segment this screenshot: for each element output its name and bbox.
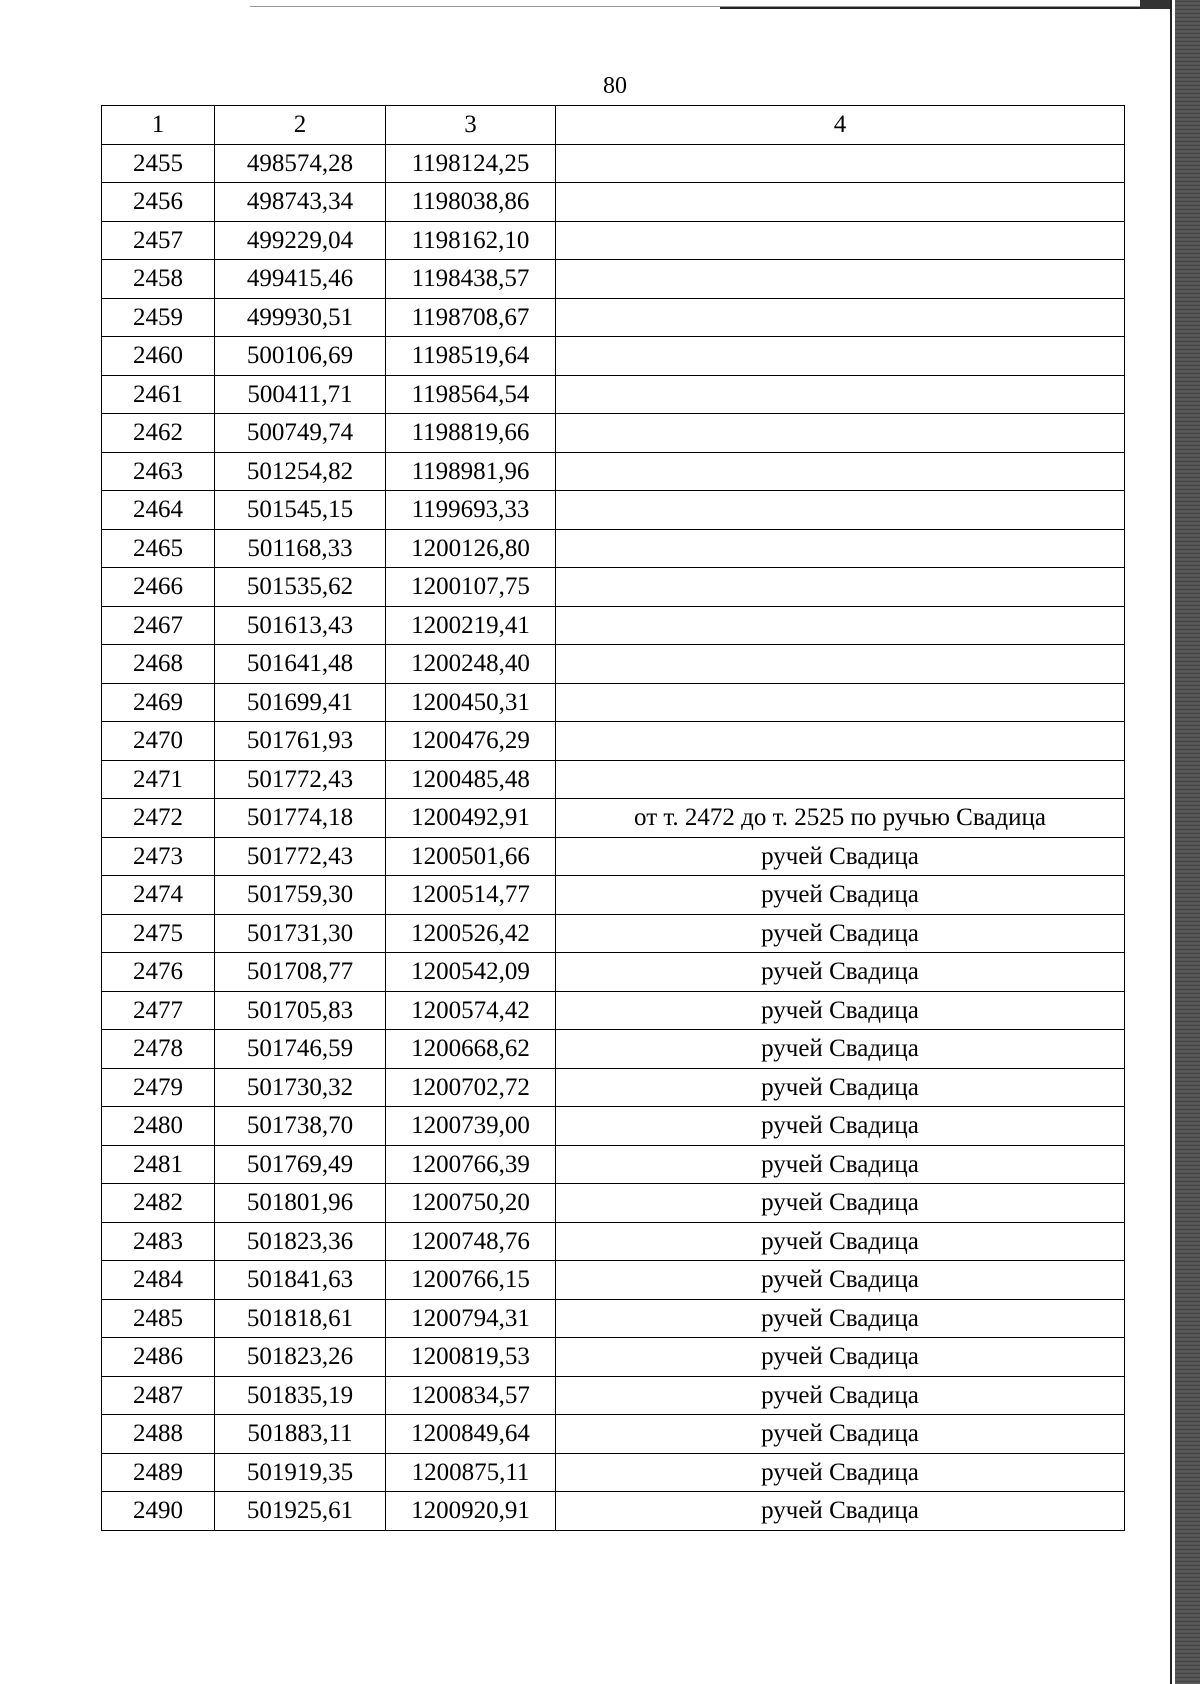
description-cell: ручей Свадица <box>556 991 1125 1030</box>
coordinate-x-cell: 498574,28 <box>215 144 386 183</box>
point-number-cell: 2469 <box>102 683 215 722</box>
coordinates-table <box>101 105 1125 1531</box>
table-row <box>102 606 1125 645</box>
coordinate-x-cell: 501746,59 <box>215 1030 386 1069</box>
description-cell: ручей Свадица <box>556 1299 1125 1338</box>
point-number-cell: 2477 <box>102 991 215 1030</box>
point-number-cell: 2458 <box>102 260 215 299</box>
coordinate-y-cell: 1200542,09 <box>386 953 556 992</box>
point-number-cell: 2457 <box>102 221 215 260</box>
point-number-cell: 2467 <box>102 606 215 645</box>
description-cell <box>556 414 1125 453</box>
table-row <box>102 683 1125 722</box>
point-number-cell: 2471 <box>102 760 215 799</box>
coordinate-x-cell: 501641,48 <box>215 645 386 684</box>
point-number-cell: 2472 <box>102 799 215 838</box>
coordinate-x-cell: 501545,15 <box>215 491 386 530</box>
table-row <box>102 452 1125 491</box>
coordinate-x-cell: 501705,83 <box>215 991 386 1030</box>
point-number-cell: 2475 <box>102 914 215 953</box>
coordinate-y-cell: 1200750,20 <box>386 1184 556 1223</box>
table-row <box>102 799 1125 838</box>
coordinate-x-cell: 501835,19 <box>215 1376 386 1415</box>
description-cell: ручей Свадица <box>556 876 1125 915</box>
point-number-cell: 2487 <box>102 1376 215 1415</box>
point-number-cell: 2468 <box>102 645 215 684</box>
point-number-cell: 2465 <box>102 529 215 568</box>
point-number-cell: 2488 <box>102 1415 215 1454</box>
table-row <box>102 722 1125 761</box>
point-number-cell: 2462 <box>102 414 215 453</box>
description-cell <box>556 645 1125 684</box>
description-cell <box>556 260 1125 299</box>
description-cell <box>556 183 1125 222</box>
description-cell: ручей Свадица <box>556 953 1125 992</box>
coordinate-y-cell: 1198162,10 <box>386 221 556 260</box>
point-number-cell: 2473 <box>102 837 215 876</box>
description-cell: ручей Свадица <box>556 1030 1125 1069</box>
table-row <box>102 414 1125 453</box>
coordinate-y-cell: 1198038,86 <box>386 183 556 222</box>
scan-page-edge-line <box>1170 0 1172 1684</box>
point-number-cell: 2466 <box>102 568 215 607</box>
coordinate-y-cell: 1198564,54 <box>386 375 556 414</box>
scan-page-edge-shadow <box>1175 0 1200 1684</box>
description-cell <box>556 529 1125 568</box>
point-number-cell: 2482 <box>102 1184 215 1223</box>
point-number-cell: 2460 <box>102 337 215 376</box>
coordinate-x-cell: 501699,41 <box>215 683 386 722</box>
table-row <box>102 953 1125 992</box>
table-row <box>102 876 1125 915</box>
coordinate-y-cell: 1198438,57 <box>386 260 556 299</box>
coordinate-y-cell: 1200492,91 <box>386 799 556 838</box>
table-row <box>102 1453 1125 1492</box>
description-cell <box>556 683 1125 722</box>
coordinate-y-cell: 1200107,75 <box>386 568 556 607</box>
coordinate-y-cell: 1198819,66 <box>386 414 556 453</box>
point-number-cell: 2480 <box>102 1107 215 1146</box>
coordinate-y-cell: 1200702,72 <box>386 1068 556 1107</box>
coordinate-x-cell: 501731,30 <box>215 914 386 953</box>
coordinate-y-cell: 1200766,15 <box>386 1261 556 1300</box>
description-cell <box>556 722 1125 761</box>
coordinate-x-cell: 501761,93 <box>215 722 386 761</box>
description-cell <box>556 221 1125 260</box>
table-row <box>102 1492 1125 1531</box>
table-row <box>102 1376 1125 1415</box>
description-cell <box>556 760 1125 799</box>
coordinate-x-cell: 501168,33 <box>215 529 386 568</box>
table-row <box>102 645 1125 684</box>
coordinate-x-cell: 501738,70 <box>215 1107 386 1146</box>
coordinate-x-cell: 501801,96 <box>215 1184 386 1223</box>
coordinate-x-cell: 501774,18 <box>215 799 386 838</box>
point-number-cell: 2489 <box>102 1453 215 1492</box>
coordinate-y-cell: 1198981,96 <box>386 452 556 491</box>
coordinate-y-cell: 1200849,64 <box>386 1415 556 1454</box>
coordinate-y-cell: 1200574,42 <box>386 991 556 1030</box>
coordinate-x-cell: 501772,43 <box>215 760 386 799</box>
coordinate-x-cell: 499415,46 <box>215 260 386 299</box>
coordinate-x-cell: 500749,74 <box>215 414 386 453</box>
table-row <box>102 1145 1125 1184</box>
table-row <box>102 260 1125 299</box>
description-cell <box>556 337 1125 376</box>
table-row <box>102 183 1125 222</box>
coordinate-x-cell: 501772,43 <box>215 837 386 876</box>
description-cell <box>556 606 1125 645</box>
coordinate-y-cell: 1200501,66 <box>386 837 556 876</box>
point-number-cell: 2478 <box>102 1030 215 1069</box>
description-cell: ручей Свадица <box>556 1453 1125 1492</box>
description-cell: ручей Свадица <box>556 1338 1125 1377</box>
coordinate-x-cell: 501823,36 <box>215 1222 386 1261</box>
description-cell: ручей Свадица <box>556 1107 1125 1146</box>
column-header-1: 1 <box>102 106 215 145</box>
description-cell: ручей Свадица <box>556 1261 1125 1300</box>
table-row <box>102 837 1125 876</box>
description-cell <box>556 375 1125 414</box>
coordinate-y-cell: 1198124,25 <box>386 144 556 183</box>
column-header-2: 2 <box>215 106 386 145</box>
coordinate-y-cell: 1200219,41 <box>386 606 556 645</box>
table-row <box>102 529 1125 568</box>
coordinate-x-cell: 501823,26 <box>215 1338 386 1377</box>
point-number-cell: 2486 <box>102 1338 215 1377</box>
point-number-cell: 2464 <box>102 491 215 530</box>
coordinate-x-cell: 501708,77 <box>215 953 386 992</box>
coordinate-y-cell: 1200514,77 <box>386 876 556 915</box>
point-number-cell: 2479 <box>102 1068 215 1107</box>
description-cell <box>556 568 1125 607</box>
coordinate-x-cell: 501613,43 <box>215 606 386 645</box>
point-number-cell: 2456 <box>102 183 215 222</box>
coordinate-y-cell: 1200875,11 <box>386 1453 556 1492</box>
coordinate-y-cell: 1198708,67 <box>386 298 556 337</box>
table-row <box>102 375 1125 414</box>
table-row <box>102 760 1125 799</box>
coordinate-x-cell: 499930,51 <box>215 298 386 337</box>
description-cell: ручей Свадица <box>556 1068 1125 1107</box>
table-row <box>102 914 1125 953</box>
coordinate-y-cell: 1200819,53 <box>386 1338 556 1377</box>
description-cell: ручей Свадица <box>556 1184 1125 1223</box>
column-header-3: 3 <box>386 106 556 145</box>
coordinate-y-cell: 1200766,39 <box>386 1145 556 1184</box>
coordinate-x-cell: 501919,35 <box>215 1453 386 1492</box>
table-row <box>102 1222 1125 1261</box>
table-header-row <box>102 106 1125 145</box>
scan-corner-mark <box>1140 0 1170 9</box>
description-cell <box>556 144 1125 183</box>
table-row <box>102 1338 1125 1377</box>
description-cell <box>556 298 1125 337</box>
coordinate-x-cell: 501841,63 <box>215 1261 386 1300</box>
point-number-cell: 2463 <box>102 452 215 491</box>
point-number-cell: 2490 <box>102 1492 215 1531</box>
point-number-cell: 2474 <box>102 876 215 915</box>
table-row <box>102 568 1125 607</box>
coordinate-y-cell: 1200794,31 <box>386 1299 556 1338</box>
table-body <box>102 144 1125 1530</box>
description-cell: ручей Свадица <box>556 1145 1125 1184</box>
point-number-cell: 2455 <box>102 144 215 183</box>
description-cell: ручей Свадица <box>556 1492 1125 1531</box>
coordinate-y-cell: 1200739,00 <box>386 1107 556 1146</box>
table-row <box>102 298 1125 337</box>
table-row <box>102 491 1125 530</box>
table-row <box>102 1299 1125 1338</box>
scan-top-heavy-rule <box>720 7 1140 9</box>
description-cell <box>556 491 1125 530</box>
coordinate-y-cell: 1200485,48 <box>386 760 556 799</box>
coordinate-x-cell: 501769,49 <box>215 1145 386 1184</box>
coordinate-y-cell: 1200450,31 <box>386 683 556 722</box>
point-number-cell: 2481 <box>102 1145 215 1184</box>
table-row <box>102 991 1125 1030</box>
coordinate-y-cell: 1200126,80 <box>386 529 556 568</box>
point-number-cell: 2476 <box>102 953 215 992</box>
coordinate-x-cell: 500411,71 <box>215 375 386 414</box>
description-cell: ручей Свадица <box>556 837 1125 876</box>
description-cell: ручей Свадица <box>556 914 1125 953</box>
coordinate-y-cell: 1200668,62 <box>386 1030 556 1069</box>
point-number-cell: 2485 <box>102 1299 215 1338</box>
table-row <box>102 337 1125 376</box>
coordinate-x-cell: 498743,34 <box>215 183 386 222</box>
coordinate-y-cell: 1200920,91 <box>386 1492 556 1531</box>
coordinate-x-cell: 501925,61 <box>215 1492 386 1531</box>
table-row <box>102 221 1125 260</box>
coordinate-x-cell: 501254,82 <box>215 452 386 491</box>
description-cell: ручей Свадица <box>556 1222 1125 1261</box>
table-row <box>102 1261 1125 1300</box>
description-cell: ручей Свадица <box>556 1376 1125 1415</box>
coordinate-y-cell: 1200476,29 <box>386 722 556 761</box>
coordinate-x-cell: 501818,61 <box>215 1299 386 1338</box>
table-row <box>102 1030 1125 1069</box>
point-number-cell: 2459 <box>102 298 215 337</box>
point-number-cell: 2470 <box>102 722 215 761</box>
coordinate-x-cell: 499229,04 <box>215 221 386 260</box>
coordinate-y-cell: 1200526,42 <box>386 914 556 953</box>
table-row <box>102 1415 1125 1454</box>
description-cell: ручей Свадица <box>556 1415 1125 1454</box>
coordinate-y-cell: 1200248,40 <box>386 645 556 684</box>
table-row <box>102 1068 1125 1107</box>
coordinate-x-cell: 500106,69 <box>215 337 386 376</box>
point-number-cell: 2484 <box>102 1261 215 1300</box>
coordinate-x-cell: 501535,62 <box>215 568 386 607</box>
coordinate-x-cell: 501759,30 <box>215 876 386 915</box>
table-row <box>102 1107 1125 1146</box>
coordinate-y-cell: 1200748,76 <box>386 1222 556 1261</box>
description-cell: от т. 2472 до т. 2525 по ручью Свадица <box>556 799 1125 838</box>
coordinate-y-cell: 1200834,57 <box>386 1376 556 1415</box>
page-number: 80 <box>603 73 627 99</box>
coordinate-x-cell: 501883,11 <box>215 1415 386 1454</box>
coordinate-y-cell: 1198519,64 <box>386 337 556 376</box>
coordinate-y-cell: 1199693,33 <box>386 491 556 530</box>
table-row <box>102 1184 1125 1223</box>
column-header-4: 4 <box>556 106 1125 145</box>
point-number-cell: 2461 <box>102 375 215 414</box>
point-number-cell: 2483 <box>102 1222 215 1261</box>
coordinate-x-cell: 501730,32 <box>215 1068 386 1107</box>
table-row <box>102 144 1125 183</box>
description-cell <box>556 452 1125 491</box>
